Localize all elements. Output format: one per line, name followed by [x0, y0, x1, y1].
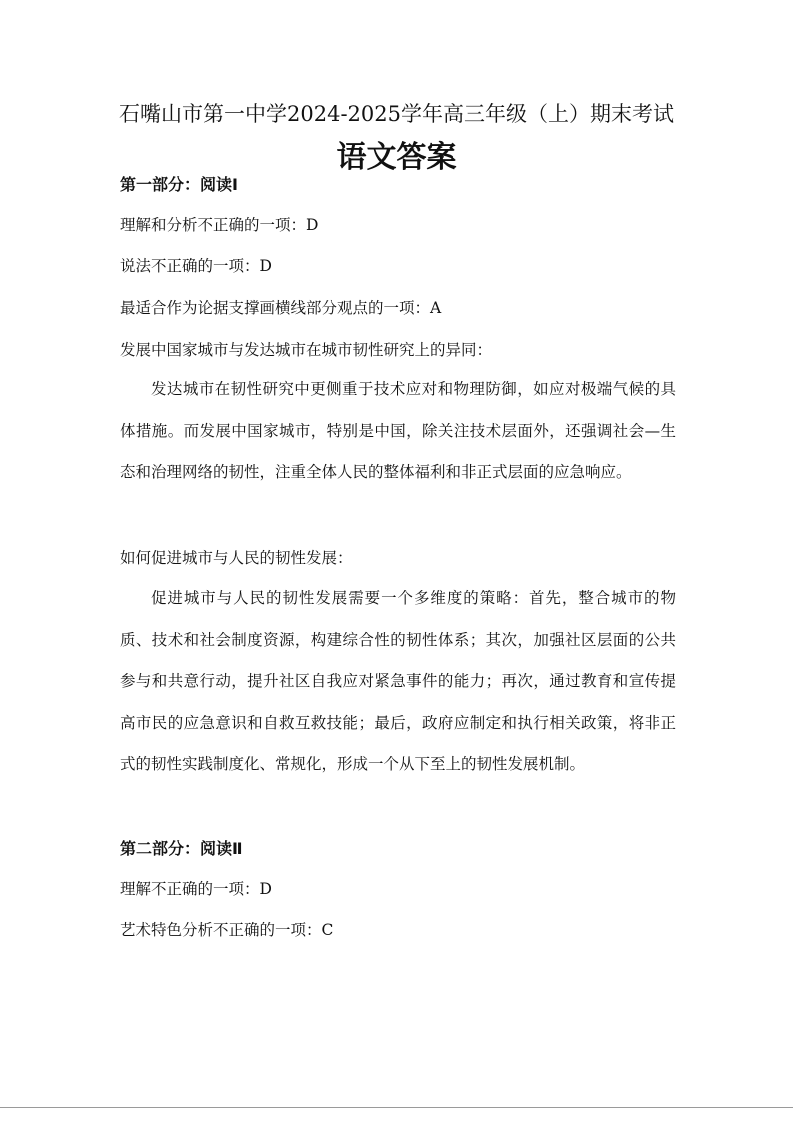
part1-answer-1: 理解和分析不正确的一项：D — [120, 216, 319, 234]
part2-answer-1: 理解不正确的一项：D — [120, 880, 272, 898]
answer-subtitle: 语文答案 — [336, 140, 457, 175]
part1-answer-3: 最适合作为论据支撑画横线部分观点的一项：A — [120, 299, 442, 317]
part2-answer-2: 艺术特色分析不正确的一项：C — [120, 921, 334, 939]
part1-question-4-label: 发展中国家城市与发达城市在城市韧性研究上的异同： — [120, 341, 493, 359]
part1-heading: 第一部分：阅读I — [120, 175, 238, 194]
exam-title: 石嘴山市第一中学2024-2025学年高三年级（上）期末考试 — [119, 102, 674, 126]
part1-question-5-label: 如何促进城市与人民的韧性发展： — [120, 549, 353, 567]
part2-heading: 第二部分：阅读Ⅱ — [120, 839, 243, 858]
part1-answer-4-paragraph: 发达城市在韧性研究中更侧重于技术应对和物理防御，如应对极端气候的具体措施。而发展中国家城市，特别是中国，除关注技术层面外，还强调社会—生态和治理网络的韧性，注重全体人民的整体福利和非正式层面的应急响应。 — [120, 380, 676, 482]
part1-answer-5-paragraph: 促进城市与人民的韧性发展需要一个多维度的策略：首先，整合城市的物质、技术和社会制度资源，构建综合性的韧性体系；其次，加强社区层面的公共参与和共意行动，提升社区自我应对紧急事件的能力；再次，通过教育和宣传提高市民的应急意识和自救互救技能；最后，政府应制定和执行相关政策，将非正式的韧性实践制度化、常规化，形成一个从下至上的韧性发展机制。 — [120, 589, 676, 774]
page-bottom-rule — [0, 1107, 793, 1108]
part1-answer-2: 说法不正确的一项：D — [120, 257, 272, 275]
